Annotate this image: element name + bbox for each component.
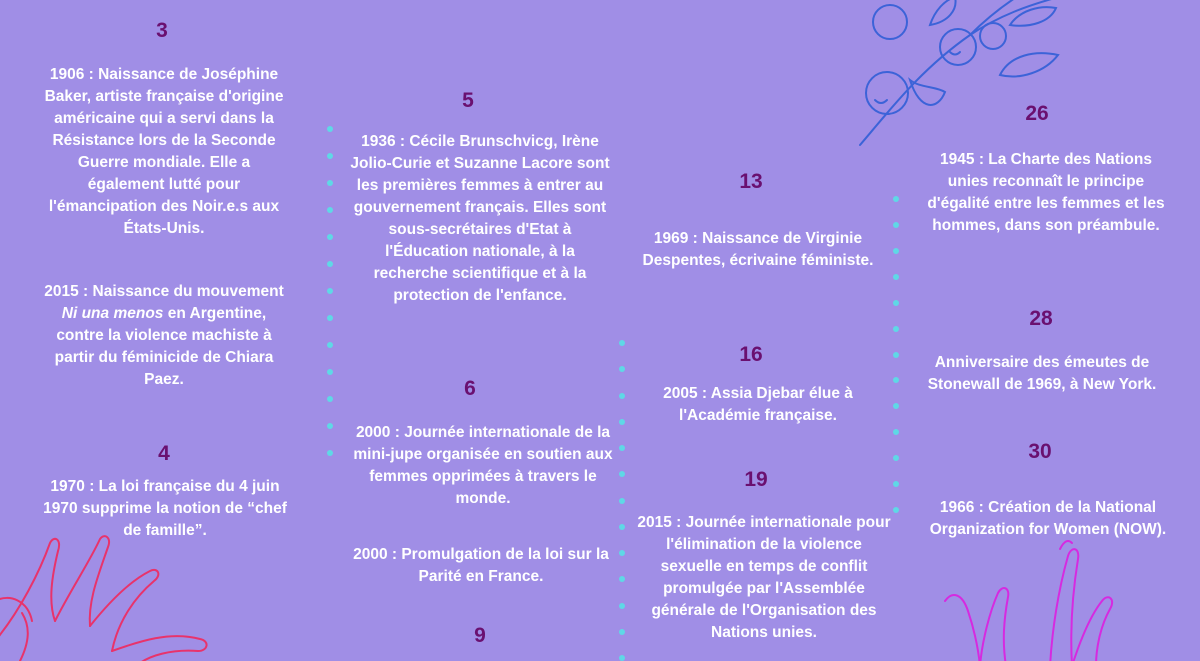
dot <box>893 274 899 280</box>
dot <box>893 377 899 383</box>
dot <box>893 507 899 513</box>
day-26: 26 <box>1025 102 1049 125</box>
day-13: 13 <box>739 170 763 193</box>
dot <box>327 450 333 456</box>
day-4: 4 <box>158 442 170 465</box>
dot <box>619 419 625 425</box>
dot <box>327 288 333 294</box>
day-28: 28 <box>1029 307 1053 330</box>
event-1970-chef-de-famille: 1970 : La loi française du 4 juin 1970 supprime la notion de “chef de famille”. <box>43 478 287 539</box>
event-2015-violence-sexuelle-conflit: 2015 : Journée internationale pour l'élimination de la violence sexuelle en temps de conflit promulgée par l'Assemblée générale de l'Organisation des Nations unies. <box>637 514 891 641</box>
dot <box>327 315 333 321</box>
dot <box>327 126 333 132</box>
event-stonewall: Anniversaire des émeutes de Stonewall de 1969, à New York. <box>927 354 1157 393</box>
event-2000-mini-jupe: 2000 : Journée internationale de la mini-jupe organisée en soutien aux femmes opprimées à travers le monde. <box>353 424 613 507</box>
dot <box>619 603 625 609</box>
dotted-separator <box>893 196 899 513</box>
event-text: en Argentine, contre la violence machiste à partir du féminicide de Chiara Paez. <box>54 305 274 388</box>
dot <box>327 261 333 267</box>
dot <box>893 222 899 228</box>
hand-outline-icon <box>0 531 220 661</box>
dot <box>327 423 333 429</box>
event-1936-premieres-femmes-gouvernement: 1936 : Cécile Brunschvicg, Irène Jolio-Curie et Suzanne Lacore sont les premières femmes à entrer au gouvernement français. Elles sont sous-secrétaires d'Etat à l'Éducation nationale, à la recherche scientifique et à la protection de l'enfance. <box>350 133 610 304</box>
dot <box>619 498 625 504</box>
day-9: 9 <box>474 624 486 647</box>
dot <box>893 352 899 358</box>
movement-name: Ni una menos <box>61 305 164 322</box>
event-2005-assia-djebar: 2005 : Assia Djebar élue à l'Académie française. <box>663 385 853 424</box>
dot <box>893 429 899 435</box>
event-2015-ni-una-menos <box>44 281 284 391</box>
event-text: 2015 : Naissance du mouvement <box>44 283 284 300</box>
dot <box>619 655 625 661</box>
dot <box>893 248 899 254</box>
event-1966-now: 1966 : Création de la National Organization for Women (NOW). <box>929 499 1167 538</box>
day-6: 6 <box>464 377 476 400</box>
dot <box>619 471 625 477</box>
hand-outline-icon <box>940 531 1120 661</box>
dot <box>893 455 899 461</box>
day-16: 16 <box>739 343 763 366</box>
day-30: 30 <box>1028 440 1052 463</box>
day-3: 3 <box>156 19 168 42</box>
dot <box>893 403 899 409</box>
dot <box>327 396 333 402</box>
dot <box>619 524 625 530</box>
dot <box>327 180 333 186</box>
day-5: 5 <box>462 89 474 112</box>
dot <box>327 342 333 348</box>
event-1906-josephine-baker: 1906 : Naissance de Joséphine Baker, artiste française d'origine américaine qui a servi dans la Résistance lors de la Seconde Guerre mondiale. Elle a également lutté pour l'émancipation des Noir.e.s aux États-Unis. <box>44 66 284 237</box>
berry-branch-icon <box>850 0 1070 160</box>
dot <box>619 629 625 635</box>
dot <box>893 300 899 306</box>
dot <box>893 196 899 202</box>
dot <box>893 326 899 332</box>
dot <box>327 207 333 213</box>
day-19: 19 <box>744 468 768 491</box>
dot <box>327 369 333 375</box>
dot <box>619 366 625 372</box>
dotted-separator <box>619 340 625 661</box>
dotted-separator <box>327 126 333 456</box>
event-1969-virginie-despentes: 1969 : Naissance de Virginie Despentes, écrivaine féministe. <box>642 230 874 269</box>
dot <box>619 393 625 399</box>
event-2000-loi-parite: 2000 : Promulgation de la loi sur la Parité en France. <box>353 546 609 585</box>
dot <box>893 481 899 487</box>
dot <box>619 340 625 346</box>
dot <box>327 153 333 159</box>
dot <box>619 576 625 582</box>
dot <box>619 445 625 451</box>
dot <box>327 234 333 240</box>
dot <box>619 550 625 556</box>
event-1945-charte-nations-unies: 1945 : La Charte des Nations unies reconnaît le principe d'égalité entre les femmes et les hommes, dans son préambule. <box>927 151 1165 234</box>
